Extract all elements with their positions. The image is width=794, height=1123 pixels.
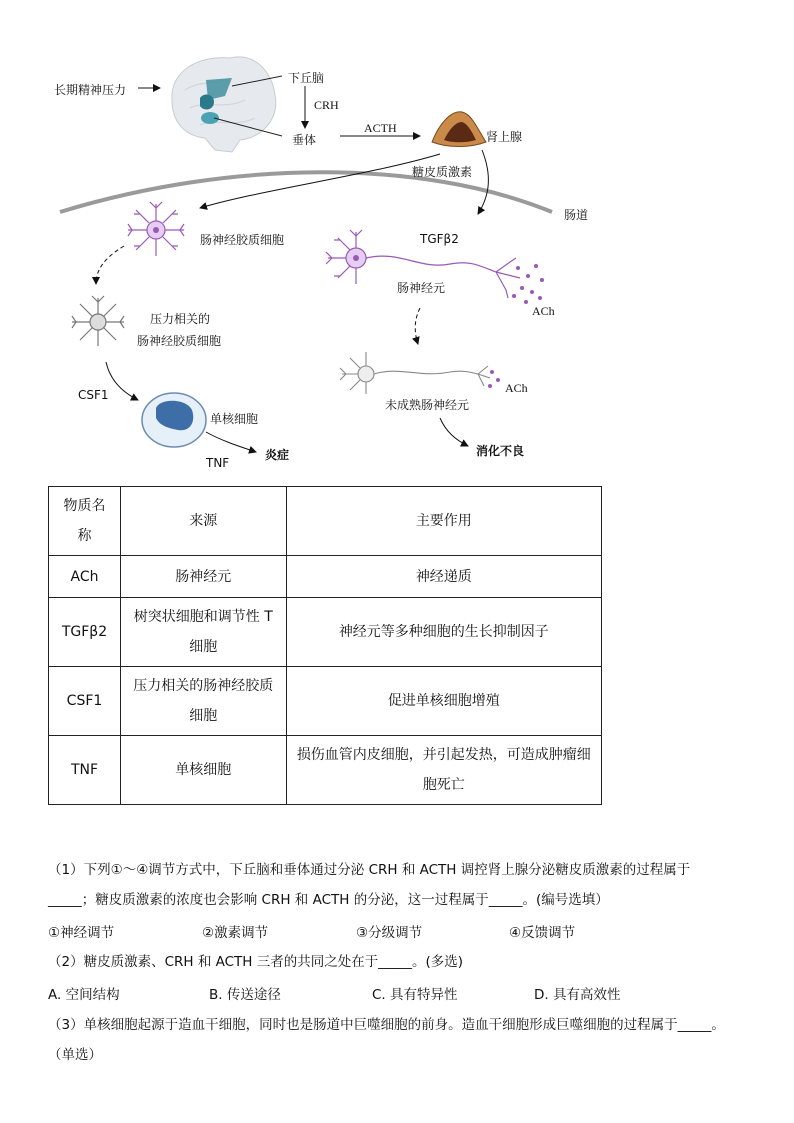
cell-line: 细胞 — [189, 639, 218, 655]
ach-label-2: ACh — [505, 381, 528, 395]
table-row — [49, 598, 602, 667]
table-cell: TGFβ2 — [49, 598, 121, 667]
immature-neuron-label: 未成熟肠神经元 — [385, 398, 470, 412]
cell-line: 压力相关的肠神经胶质 — [133, 678, 274, 694]
table-cell — [120, 667, 286, 736]
q2-option-b: B. 传送途径 — [209, 987, 281, 1003]
table-header-cell: 主要作用 — [286, 487, 601, 556]
enteric-glia-image — [128, 202, 184, 256]
table-header-row — [49, 487, 602, 556]
table-header-cell — [49, 487, 121, 556]
table-cell: ACh — [49, 556, 121, 598]
brain-image — [172, 57, 276, 152]
question-2: （2）糖皮质激素、CRH 和 ACTH 三者的共同之处在于_____。(多选) — [48, 954, 464, 970]
question-1-line-1: （1）下列①～④调节方式中，下丘脑和垂体通过分泌 CRH 和 ACTH 调控肾上腺分泌糖皮质激素的过程属于 — [48, 862, 691, 878]
q2-option-d: D. 具有高效性 — [534, 987, 621, 1003]
q1-option-1: ①神经调节 — [48, 925, 115, 941]
q2-option-c: C. 具有特异性 — [372, 987, 458, 1003]
tnf-label: TNF — [206, 456, 230, 470]
stress-glia-image — [72, 296, 124, 346]
cell-line: 胞死亡 — [422, 777, 465, 793]
ach-dots-1 — [512, 264, 544, 304]
indigestion-label: 消化不良 — [476, 444, 525, 458]
table-cell: 神经递质 — [286, 556, 601, 598]
table-header-cell: 来源 — [120, 487, 286, 556]
header-name-line2: 称 — [77, 528, 92, 544]
table-cell: 肠神经元 — [120, 556, 286, 598]
table-cell: 神经元等多种细胞的生长抑制因子 — [286, 598, 601, 667]
substance-table — [48, 486, 602, 805]
stress-glia-label-1: 压力相关的 — [150, 312, 211, 326]
monocyte-image — [142, 393, 206, 447]
table-row — [49, 736, 602, 805]
question-1-line-2: _____；糖皮质激素的浓度也会影响 CRH 和 ACTH 的分泌，这一过程属于_____。(编号选填） — [48, 892, 609, 908]
q1-option-2: ②激素调节 — [202, 925, 269, 941]
gut-label: 肠道 — [564, 208, 589, 222]
pituitary-label: 垂体 — [292, 133, 317, 147]
enteric-neuron-label: 肠神经元 — [397, 281, 446, 295]
cell-line: 损伤血管内皮细胞，并引起发热，可造成肿瘤细 — [296, 747, 591, 763]
table-cell: CSF1 — [49, 667, 121, 736]
table-cell: 单核细胞 — [120, 736, 286, 805]
table-cell — [120, 598, 286, 667]
ach-dots-2 — [488, 370, 500, 388]
immature-neuron-image — [340, 352, 490, 394]
ach-label-1: ACh — [532, 304, 555, 318]
gut-boundary — [60, 172, 552, 212]
question-3-line-2: （单选） — [48, 1047, 102, 1063]
q1-option-3: ③分级调节 — [356, 925, 423, 941]
table-row — [49, 556, 602, 598]
cell-line: 细胞 — [189, 708, 218, 724]
header-name-line1: 物质名 — [63, 498, 106, 514]
csf1-label: CSF1 — [78, 388, 109, 402]
monocyte-label: 单核细胞 — [210, 412, 259, 426]
inflammation-label: 炎症 — [265, 448, 290, 462]
adrenal-gland-image — [432, 112, 486, 147]
table-row — [49, 667, 602, 736]
hypothalamus-label: 下丘脑 — [288, 71, 325, 85]
table-cell: TNF — [49, 736, 121, 805]
q1-option-4: ④反馈调节 — [509, 925, 576, 941]
q2-option-a: A. 空间结构 — [48, 987, 120, 1003]
cell-line: 树突状细胞和调节性 T — [133, 609, 273, 625]
tgfb2-label: TGFβ2 — [420, 232, 459, 246]
enteric-glia-label: 肠神经胶质细胞 — [200, 233, 285, 247]
crh-label: CRH — [314, 98, 339, 112]
acth-label: ACTH — [364, 121, 397, 135]
stress-label: 长期精神压力 — [54, 83, 127, 97]
stress-glia-label-2: 肠神经胶质细胞 — [137, 334, 222, 348]
glucocorticoid-label: 糖皮质激素 — [412, 165, 473, 179]
question-3-line-1: （3）单核细胞起源于造血干细胞，同时也是肠道中巨噬细胞的前身。造血干细胞形成巨噬细胞的过程属于_____。 — [48, 1017, 725, 1033]
table-cell — [286, 736, 601, 805]
table-cell: 促进单核细胞增殖 — [286, 667, 601, 736]
adrenal-label: 肾上腺 — [486, 130, 523, 144]
